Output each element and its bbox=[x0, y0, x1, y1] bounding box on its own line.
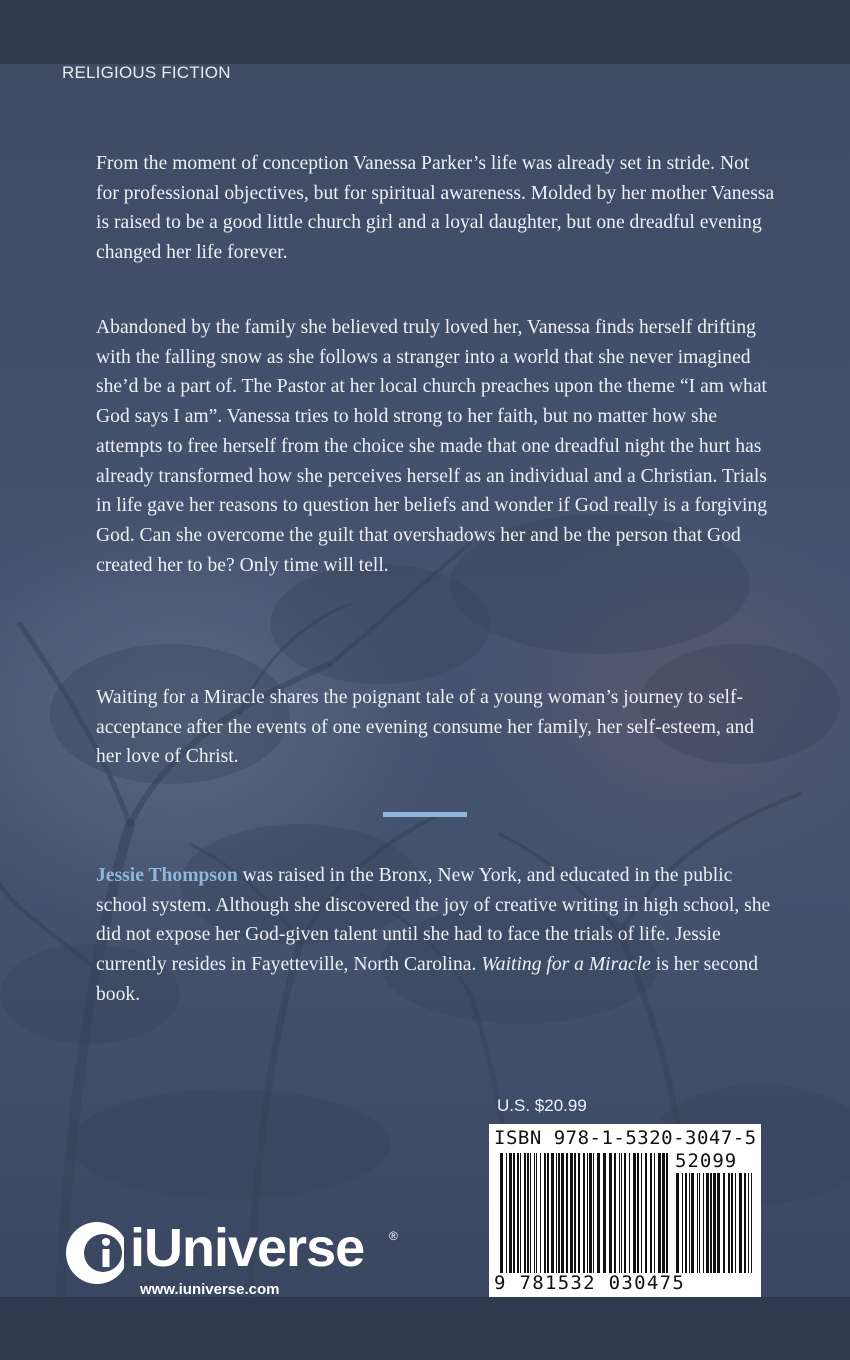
barcode-bar bbox=[666, 1153, 668, 1273]
author-bio-ending: is her second book. bbox=[96, 954, 759, 1005]
blurb-paragraph-2: Abandoned by the family she believed truly loved her, Vanessa finds herself drifting with the falling snow as she follows a stranger into a world that she never imagined she’d be a part of. The Pastor at her local church preaches upon the theme “I am what God says I am”. Vanessa tries to hold strong to her faith, but no matter how she attempts to free herself from the choice she made that one dreadful night the hurt has already transformed how she perceives herself as an individual and a Christian. Trials in life gave her reasons to question her beliefs and wonder if God really is a forgiving God. Can she overcome the guilt that overshadows her and be the person that God created her to be? Only time will tell. bbox=[96, 317, 768, 576]
barcode-bar bbox=[728, 1173, 730, 1273]
barcode-bar bbox=[536, 1153, 537, 1273]
barcode-bar bbox=[534, 1153, 535, 1273]
isbn-number: ISBN 978-1-5320-3047-5 bbox=[494, 1127, 757, 1149]
price-barcode bbox=[676, 1173, 758, 1273]
barcode-bar bbox=[561, 1153, 564, 1273]
barcode-bar bbox=[713, 1173, 716, 1273]
iuniverse-logo-icon bbox=[62, 1218, 132, 1288]
barcode-bar bbox=[706, 1173, 709, 1273]
barcode-bar bbox=[609, 1153, 612, 1273]
barcode-bar bbox=[547, 1153, 549, 1273]
barcode-bar bbox=[603, 1153, 606, 1273]
author-bio-text: was raised in the Bronx, New York, and educated in the public school system. Although she discovered the joy of creative writing in high school, she did not expose her God-given talent until she had to face the trials of life. Jessie currently resides in Fayetteville, North Carolina. bbox=[96, 865, 771, 976]
author-name: Jessie Thompson bbox=[96, 865, 238, 886]
blurb-paragraph-1: From the moment of conception Vanessa Parker’s life was already set in stride. Not for professional objectives, but for spiritual awareness. Molded by her mother Vanessa is raised to be a good little church girl and a loyal daughter, but one dreadful evening changed her life forever. bbox=[96, 153, 775, 264]
barcode-bar bbox=[540, 1153, 541, 1273]
barcode-bar bbox=[703, 1173, 704, 1273]
barcode-bar bbox=[551, 1153, 554, 1273]
barcode-bar bbox=[717, 1173, 720, 1273]
barcode-bar bbox=[530, 1153, 531, 1273]
barcode-bar bbox=[739, 1173, 742, 1273]
barcode-bar bbox=[751, 1173, 752, 1273]
category-label: RELIGIOUS FICTION bbox=[62, 63, 231, 82]
barcode-bar bbox=[723, 1173, 725, 1273]
barcode-digits: 9 781532 030475 bbox=[494, 1272, 686, 1294]
barcode-bar bbox=[735, 1173, 736, 1273]
barcode-bar bbox=[654, 1153, 655, 1273]
barcode-bar bbox=[633, 1153, 636, 1273]
barcode-bar bbox=[614, 1153, 616, 1273]
barcode-bar bbox=[658, 1153, 661, 1273]
price-code: 52099 bbox=[675, 1150, 738, 1172]
barcode-bar bbox=[517, 1153, 519, 1273]
barcode-bar bbox=[662, 1153, 665, 1273]
barcode-bar bbox=[699, 1173, 700, 1273]
barcode-bar bbox=[556, 1153, 557, 1273]
barcode-bar bbox=[593, 1153, 594, 1273]
barcode-bar bbox=[558, 1153, 560, 1273]
barcode-bar bbox=[691, 1173, 694, 1273]
barcode-bar bbox=[685, 1173, 687, 1273]
barcode-bar bbox=[520, 1153, 521, 1273]
publisher-logo-text: iUniverse bbox=[130, 1218, 365, 1278]
barcode-bar bbox=[506, 1153, 507, 1273]
publisher-url: www.iuniverse.com bbox=[140, 1281, 280, 1298]
barcode-bar bbox=[574, 1153, 576, 1273]
barcode-bar bbox=[513, 1153, 515, 1273]
barcode-bar bbox=[624, 1153, 626, 1273]
registered-mark: ® bbox=[389, 1229, 398, 1243]
barcode-bar bbox=[645, 1153, 647, 1273]
barcode-bar bbox=[570, 1153, 573, 1273]
barcode-bar bbox=[637, 1153, 639, 1273]
barcode-bar bbox=[509, 1153, 512, 1273]
blurb-paragraph-3: Waiting for a Miracle shares the poignant tale of a young woman’s journey to self-acceptance after the events of one evening consume her family, her self-esteem, and her love of Christ. bbox=[96, 687, 755, 768]
barcode-bar bbox=[731, 1173, 733, 1273]
price-label: U.S. $20.99 bbox=[497, 1096, 587, 1115]
barcode-bar bbox=[566, 1153, 568, 1273]
barcode-bar bbox=[619, 1153, 620, 1273]
barcode-bar bbox=[650, 1153, 652, 1273]
barcode-bar bbox=[682, 1173, 683, 1273]
bottom-band bbox=[0, 1297, 850, 1360]
barcode-bar bbox=[589, 1153, 592, 1273]
book-title: Waiting for a Miracle bbox=[481, 954, 651, 976]
barcode-bar bbox=[697, 1173, 698, 1273]
barcode-bar bbox=[544, 1153, 546, 1273]
barcode-bar bbox=[676, 1173, 679, 1273]
barcode-bar bbox=[744, 1173, 746, 1273]
top-band bbox=[0, 0, 850, 64]
barcode-bar bbox=[710, 1173, 712, 1273]
barcode-bar bbox=[689, 1173, 690, 1273]
barcode-bar bbox=[597, 1153, 600, 1273]
barcode-bar bbox=[641, 1153, 642, 1273]
barcode-bar bbox=[578, 1153, 580, 1273]
barcode-bar bbox=[583, 1153, 585, 1273]
barcode-bar bbox=[621, 1153, 622, 1273]
barcode-bar bbox=[524, 1153, 526, 1273]
barcode-bar bbox=[500, 1153, 503, 1273]
barcode-bar bbox=[587, 1153, 588, 1273]
isbn-barcode bbox=[500, 1153, 670, 1273]
barcode-bar bbox=[629, 1153, 630, 1273]
barcode-bar bbox=[748, 1173, 749, 1273]
author-bio bbox=[96, 861, 776, 1010]
barcode-bar bbox=[527, 1153, 529, 1273]
section-divider bbox=[383, 812, 467, 817]
